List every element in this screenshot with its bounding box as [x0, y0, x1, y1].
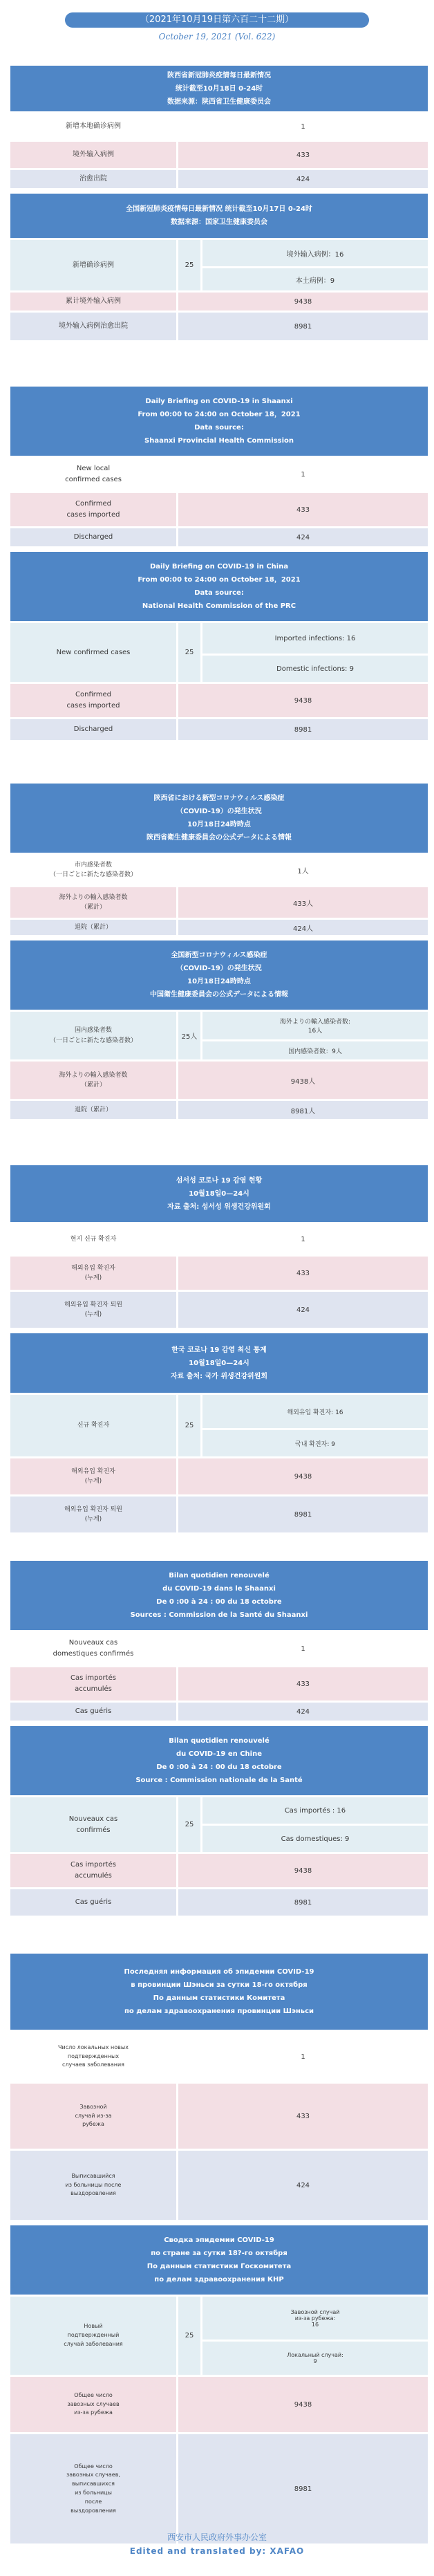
local-cases-cell: 本土病例：9 — [202, 268, 428, 290]
row-value: 9438人 — [178, 1062, 428, 1099]
row-label: 累计境外输入病例 — [66, 297, 121, 305]
row-label: （累計） — [80, 904, 106, 911]
row-value: 9438 — [178, 1854, 428, 1887]
table-title-line: National Health Commission of the PRC — [142, 602, 296, 610]
stats-table — [8, 1559, 430, 1723]
table-title-line: 한국 코로나 19 감염 최신 통계 — [171, 1346, 267, 1354]
row-label-cell — [10, 170, 176, 188]
row-label-cell — [10, 2084, 176, 2149]
row-label-cell — [10, 458, 176, 491]
row-label: случай заболевания — [64, 2340, 123, 2347]
table-title-line: По данным статистики Госкомитета — [147, 2263, 292, 2270]
row-value: 8981 — [178, 2434, 428, 2543]
row-value: 424 — [178, 1703, 428, 1721]
row-label: 市内感染者数 — [74, 861, 112, 869]
table-row — [10, 142, 428, 168]
new-cases-total: 25人 — [178, 1012, 200, 1059]
new-cases-label — [10, 240, 176, 290]
table-row — [10, 113, 428, 140]
table-row — [10, 2084, 428, 2149]
table-row — [10, 684, 428, 717]
row-label: （一日ごとに新たな感染者数） — [49, 1037, 137, 1044]
row-label-cell — [10, 684, 176, 717]
row-value: 9438 — [178, 1458, 428, 1494]
row-value: 1 — [178, 113, 428, 140]
imported-cases-cell: Завозной случай из-за рубежа: 16 — [202, 2297, 428, 2339]
new-cases-total: 25 — [178, 240, 200, 290]
row-label: Cas importés — [70, 1674, 116, 1682]
table-row — [10, 1889, 428, 1916]
table-title-line: Последняя информация об эпидемии COVID-19 — [124, 1968, 314, 1976]
table-row — [10, 170, 428, 188]
row-label: Новый — [84, 2323, 103, 2330]
table-row — [10, 458, 428, 491]
row-label: (누계) — [84, 1478, 102, 1485]
table-title-line: Bilan quotidien renouvelé — [169, 1737, 270, 1745]
table-row — [10, 719, 428, 740]
row-label: Число локальных новых — [58, 2044, 129, 2050]
row-label: Общее число — [74, 2463, 113, 2470]
row-label-cell — [10, 719, 176, 740]
row-label: cases imported — [66, 511, 120, 519]
row-label: из больницы — [75, 2490, 112, 2496]
row-label-cell — [10, 2434, 176, 2543]
imported-cases-cell: Cas importés : 16 — [202, 1797, 428, 1824]
row-label-cell — [10, 1497, 176, 1532]
row-value: 433 — [178, 2084, 428, 2149]
table-title — [10, 1561, 428, 1630]
table-row — [10, 1257, 428, 1290]
row-label: Общее число — [74, 2391, 113, 2398]
row-label: из больницы после — [65, 2181, 122, 2188]
row-label-cell — [10, 920, 176, 935]
table-title-line: 10月18日24時時点 — [187, 821, 251, 828]
new-cases-total: 25 — [178, 623, 200, 682]
table-title — [10, 1333, 428, 1393]
row-label-cell — [10, 855, 176, 885]
row-label: после — [84, 2498, 102, 2505]
row-label: New confirmed cases — [56, 648, 131, 656]
table-title-line: From 00:00 to 24:00 on October 18，2021 — [138, 411, 301, 418]
table-title-line: Bilan quotidien renouvelé — [169, 1572, 270, 1579]
row-value: 433 — [178, 1667, 428, 1701]
row-label: 海外よりの輸入感染者数 — [59, 1071, 128, 1079]
stats-table — [8, 2223, 430, 2546]
table-row — [10, 1458, 428, 1494]
table-title — [10, 2225, 428, 2295]
row-label-cell — [10, 1703, 176, 1721]
new-cases-label — [10, 1395, 176, 1456]
row-label-cell — [10, 1224, 176, 1254]
row-label: 境外输入病例 — [73, 151, 114, 158]
table-row — [10, 1632, 428, 1665]
table-title-line: 陕西省新冠肺炎疫情每日最新情况 — [167, 71, 272, 80]
row-label: (누계) — [84, 1311, 102, 1318]
table-title-line: Source : Commission nationale de la Santé — [135, 1777, 303, 1784]
row-label: 해외유입 확진자 — [71, 1467, 115, 1475]
table-title-line: 陝西省衛生健康委員会の公式データによる情報 — [147, 834, 292, 842]
table-row — [10, 855, 428, 885]
table-title — [10, 552, 428, 621]
new-cases-total: 25 — [178, 1395, 200, 1456]
row-label: confirmed cases — [65, 476, 122, 483]
table-title-line: 陝西省における新型コロナウィルス感染症 — [153, 795, 285, 802]
page — [8, 0, 426, 2514]
stats-table — [8, 1952, 430, 2222]
table-title-line: 자료 출처: 섬서성 위생건강위원회 — [167, 1203, 271, 1211]
row-label-cell — [10, 113, 176, 140]
row-label: Confirmed — [75, 500, 111, 508]
table-row — [10, 2151, 428, 2220]
row-label: 해외유입 확진자 퇴원 — [64, 1301, 122, 1308]
row-label-cell — [10, 1458, 176, 1494]
row-label: Завозной — [79, 2103, 107, 2110]
row-label: Cas importés — [70, 1861, 116, 1869]
table-title-line: 10월18일0—24시 — [189, 1189, 249, 1198]
row-label: Confirmed — [75, 691, 111, 698]
table-title — [10, 1726, 428, 1795]
table-row — [10, 1497, 428, 1532]
row-label: Cas guéris — [75, 1898, 112, 1906]
row-label: Cas guéris — [75, 1707, 112, 1715]
row-label: (누계) — [84, 1275, 102, 1281]
row-label: (누계) — [84, 1516, 102, 1523]
table-title-line: Data source: — [194, 424, 244, 432]
row-label-cell — [10, 493, 176, 526]
new-cases-label — [10, 1012, 176, 1059]
row-label: 国内感染者数 — [74, 1027, 112, 1035]
row-label: 현지 신규 확진자 — [70, 1235, 117, 1243]
table-row — [10, 313, 428, 340]
row-label: 退院（累計） — [74, 923, 112, 931]
row-label: рубежа — [82, 2121, 104, 2128]
row-label: завозных случаев — [67, 2400, 120, 2407]
row-value: 424 — [178, 170, 428, 188]
row-value: 424人 — [178, 920, 428, 935]
issue-date-banner: （2021年10月19日第六百二十二期） — [65, 12, 369, 28]
row-value: 424 — [178, 528, 428, 546]
row-label: （一日ごとに新たな感染者数） — [49, 871, 137, 878]
row-label-cell — [10, 1257, 176, 1290]
table-row — [10, 2377, 428, 2432]
table-title-line: По данным статистики Комитета — [153, 1994, 285, 2002]
table-title-line: в провинции Шэньси за сутки 18-го октября — [131, 1981, 308, 1989]
local-cases-cell: Cas domestiques: 9 — [202, 1826, 428, 1852]
table-title-line: по делам здравоохранения КНР — [154, 2276, 284, 2283]
row-label: выздоровления — [70, 2507, 116, 2514]
row-label: Discharged — [73, 533, 113, 541]
row-label: 海外よりの輸入感染者数 — [59, 893, 128, 901]
section-ru — [8, 1952, 426, 2547]
row-label: Выписавшийся — [71, 2172, 115, 2179]
section-ja — [8, 781, 426, 1122]
table-title-line: 统计截至10月18日 0-24时 — [175, 84, 263, 93]
table-title — [10, 387, 428, 456]
row-label-cell — [10, 1292, 176, 1328]
table-title-line: De 0 :00 à 24 : 00 du 18 octobre — [156, 1763, 282, 1771]
table-title-line: From 00:00 to 24:00 on October 18，2021 — [138, 576, 301, 584]
row-label: Nouveaux cas — [68, 1815, 118, 1823]
table-row — [10, 1224, 428, 1254]
row-label: подтвержденный — [67, 2332, 120, 2339]
row-value: 8981 — [178, 313, 428, 340]
row-label-cell — [10, 1889, 176, 1916]
row-label: accumulés — [75, 1685, 112, 1693]
row-label: случаев заболевания — [62, 2061, 124, 2068]
row-label: Discharged — [73, 725, 113, 733]
row-label: 新增本地确诊病例 — [66, 122, 121, 130]
row-label-cell — [10, 1062, 176, 1099]
table-row — [10, 1292, 428, 1328]
row-label-cell — [10, 528, 176, 546]
local-cases-cell: Локальный случай: 9 — [202, 2342, 428, 2375]
row-label: 退院（累計） — [74, 1106, 112, 1113]
table-title-line: （COVID-19）の発生状況 — [176, 965, 262, 972]
local-cases-cell: 국내 확진자: 9 — [202, 1430, 428, 1456]
imported-cases-cell: 境外输入病例：16 — [202, 240, 428, 266]
new-cases-total: 25 — [178, 1797, 200, 1852]
publisher: 西安市人民政府外事办公室 — [167, 2532, 267, 2542]
table-title — [10, 194, 428, 238]
stats-table — [8, 192, 430, 342]
row-label: 治愈出院 — [79, 175, 107, 183]
table-row — [10, 528, 428, 546]
imported-cases-cell: 해외유입 확진자: 16 — [202, 1395, 428, 1428]
row-label-cell — [10, 1854, 176, 1887]
row-value: 1人 — [178, 855, 428, 885]
table-row — [10, 920, 428, 935]
row-label-cell — [10, 2377, 176, 2432]
table-row — [10, 1667, 428, 1701]
table-title-line: 섬서성 코로나 19 감염 현황 — [176, 1176, 263, 1185]
table-row — [10, 2032, 428, 2082]
row-label-cell — [10, 1101, 176, 1119]
stats-table — [8, 1724, 430, 1918]
new-cases-label — [10, 1797, 176, 1852]
table-title-line: 全国新型コロナウィルス感染症 — [171, 952, 267, 959]
row-value: 424 — [178, 2151, 428, 2220]
row-label-cell — [10, 142, 176, 168]
local-cases-cell: Domestic infections: 9 — [202, 656, 428, 682]
section-ko — [8, 1163, 426, 1536]
row-label-cell — [10, 1632, 176, 1665]
row-label: 新增确诊病例 — [73, 261, 114, 269]
new-cases-total: 25 — [178, 2297, 200, 2375]
stats-table — [8, 384, 430, 548]
row-label: выздоровления — [70, 2190, 116, 2197]
imported-cases-cell: 海外よりの輸入感染者数: 16人 — [202, 1012, 428, 1039]
table-title — [10, 1954, 428, 2030]
table-title-line: 10月18日24時時点 — [187, 978, 251, 985]
table-row — [10, 1062, 428, 1099]
row-value: 433人 — [178, 887, 428, 918]
row-value: 1 — [178, 458, 428, 491]
table-title — [10, 784, 428, 853]
row-value: 433 — [178, 142, 428, 168]
table-title-line: Shaanxi Provincial Health Commission — [144, 437, 294, 445]
row-value: 9438 — [178, 684, 428, 717]
table-title-line: по стране за сутки 18?-го октября — [151, 2250, 287, 2257]
table-title-line: 자료 출처: 국가 위생건강위원회 — [170, 1372, 268, 1380]
row-label: New local — [76, 465, 111, 472]
new-cases-label — [10, 623, 176, 682]
row-label: 해외유입 확진자 퇴원 — [64, 1505, 122, 1513]
table-title-line: 中国衛生健康委員会の公式データによる情報 — [150, 991, 288, 999]
table-row — [10, 2434, 428, 2543]
row-label: confirmés — [76, 1826, 111, 1834]
table-title-line: du COVID-19 en Chine — [176, 1750, 262, 1758]
row-label: （累計） — [80, 1082, 106, 1088]
row-value: 8981 — [178, 1497, 428, 1532]
row-value: 9438 — [178, 293, 428, 311]
table-row — [10, 1703, 428, 1721]
stats-table — [8, 64, 430, 190]
row-value: 8981 — [178, 1889, 428, 1916]
table-title-line: Daily Briefing on COVID-19 in China — [149, 563, 289, 571]
row-label: из-за рубежа — [74, 2409, 113, 2416]
row-label: 境外输入病例治愈出院 — [59, 322, 128, 330]
stats-table — [8, 781, 430, 937]
row-label: 신규 확진자 — [77, 1422, 110, 1429]
table-title-line: по делам здравоохранения провинции Шэньси — [124, 2008, 314, 2015]
issue-date-subtitle: October 19, 2021 (Vol. 622) — [158, 32, 276, 41]
row-label-cell — [10, 2032, 176, 2082]
row-value: 433 — [178, 1257, 428, 1290]
row-value: 8981 — [178, 719, 428, 740]
table-title — [10, 1165, 428, 1222]
row-label-cell — [10, 313, 176, 340]
stats-table — [8, 1163, 430, 1330]
table-row — [10, 887, 428, 918]
row-label: подтвержденных — [67, 2053, 120, 2059]
row-label-cell — [10, 293, 176, 311]
table-row — [10, 293, 428, 311]
stats-table — [8, 938, 430, 1121]
table-title — [10, 66, 428, 111]
row-value: 9438 — [178, 2377, 428, 2432]
table-title-line: 数据来源：陕西省卫生健康委员会 — [167, 98, 272, 106]
table-title-line: Daily Briefing on COVID-19 in Shaanxi — [145, 398, 293, 405]
row-label-cell — [10, 887, 176, 918]
section-zh — [8, 64, 426, 344]
table-title-line: Сводка эпидемии COVID-19 — [164, 2236, 274, 2244]
row-value: 1 — [178, 1632, 428, 1665]
table-title-line: Sources : Commission de la Santé du Shaanxi — [130, 1611, 308, 1619]
row-value: 433 — [178, 493, 428, 526]
section-en — [8, 384, 426, 743]
row-value: 1 — [178, 2032, 428, 2082]
new-cases-label — [10, 2297, 176, 2375]
table-row — [10, 1854, 428, 1887]
row-label: случай из-за — [75, 2112, 112, 2119]
row-value: 1 — [178, 1224, 428, 1254]
table-title-line: 10월18일0—24시 — [189, 1359, 249, 1367]
row-label: cases imported — [66, 702, 120, 710]
row-label: 해외유입 확진자 — [71, 1264, 115, 1272]
credit-line: Edited and translated by: XAFAO — [129, 2546, 305, 2556]
table-title — [10, 940, 428, 1010]
stats-table — [8, 550, 430, 742]
row-label-cell — [10, 2151, 176, 2220]
row-label: завозных случаев, — [66, 2472, 120, 2478]
row-label-cell — [10, 1667, 176, 1701]
table-row — [10, 493, 428, 526]
row-label: accumulés — [75, 1872, 112, 1880]
row-label: выписавшихся — [72, 2481, 115, 2487]
table-title-line: Data source: — [194, 589, 244, 597]
stats-table — [8, 1331, 430, 1535]
table-row — [10, 1101, 428, 1119]
section-fr — [8, 1559, 426, 1919]
row-label: domestiques confirmés — [53, 1650, 134, 1658]
table-title-line: De 0 :00 à 24 : 00 du 18 octobre — [156, 1598, 282, 1606]
imported-cases-cell: Imported infections: 16 — [202, 623, 428, 654]
row-value: 424 — [178, 1292, 428, 1328]
local-cases-cell: 国内感染者数：9人 — [202, 1041, 428, 1059]
table-title-line: 全国新冠肺炎疫情每日最新情况 统计截至10月17日 0-24时 — [126, 205, 312, 213]
table-title-line: （COVID-19）の発生状況 — [176, 808, 262, 815]
row-value: 8981人 — [178, 1101, 428, 1119]
row-label: Nouveaux cas — [68, 1639, 118, 1647]
table-title-line: du COVID-19 dans le Shaanxi — [162, 1585, 276, 1593]
table-title-line: 数据来源：国家卫生健康委员会 — [171, 219, 267, 226]
